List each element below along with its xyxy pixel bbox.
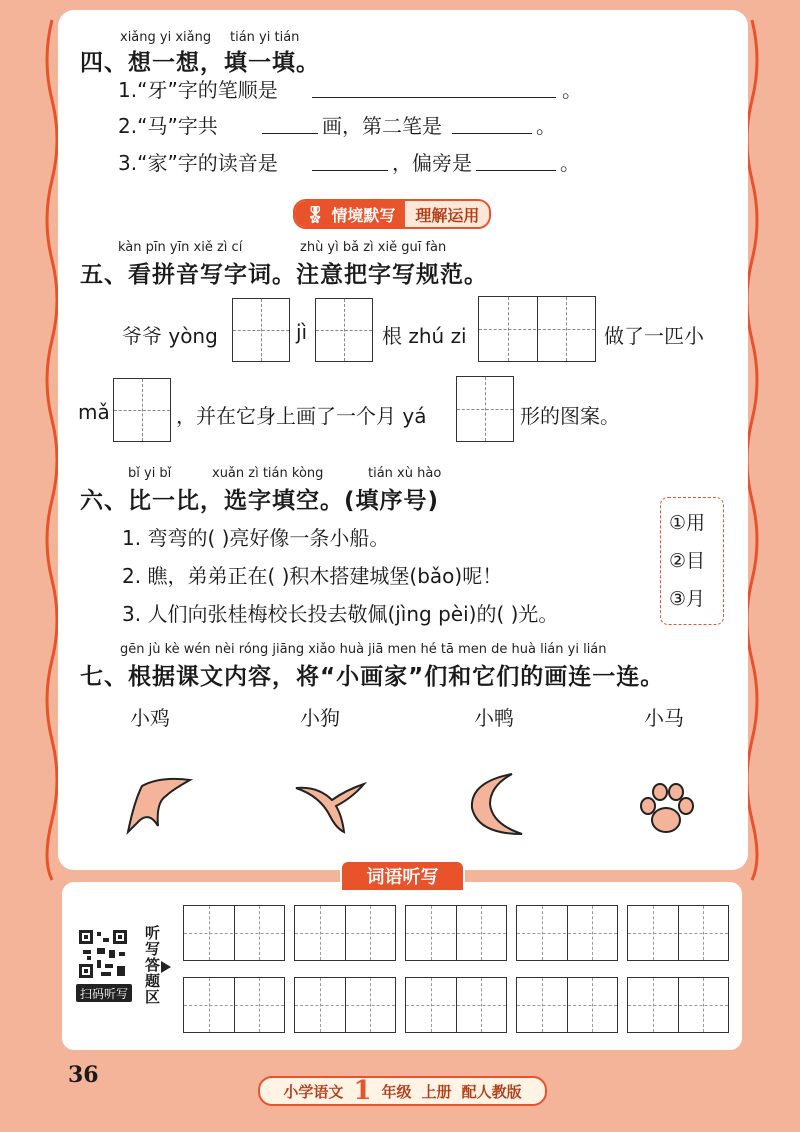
dictation-cell[interactable]: [516, 977, 618, 1033]
footer-grade-number: 1: [353, 1076, 372, 1106]
bamboo-leaf-print-icon[interactable]: [290, 776, 370, 836]
question-text: 形的图案。: [520, 404, 620, 428]
animal-label[interactable]: 小鸭: [474, 706, 514, 730]
dictation-cell[interactable]: [294, 977, 396, 1033]
pinyin-annotation: gēn jù kè wén nèi róng jiāng xiǎo huà jiā men hé tā men de huà lián yi lián: [120, 642, 607, 657]
dictation-cell[interactable]: [627, 977, 729, 1033]
section-4-heading: 四、想一想，填一填。: [80, 50, 320, 76]
option-item: ③月: [669, 588, 706, 610]
answer-blank[interactable]: [262, 132, 318, 134]
option-box: [660, 497, 724, 625]
dictation-cell[interactable]: [405, 977, 507, 1033]
writing-grid[interactable]: [315, 298, 373, 362]
pinyin-annotation: tián xù hào: [368, 466, 442, 481]
pinyin-annotation: kàn pīn yīn xiě zì cí: [118, 240, 243, 255]
question-text: 3. 人们向张桂梅校长投去敬佩(jìng pèi)的( )光。: [122, 602, 559, 626]
animal-label[interactable]: 小狗: [300, 706, 340, 730]
question-text: 。: [562, 78, 582, 102]
dictation-cell[interactable]: [516, 905, 618, 961]
question-text: 画，第二笔是: [322, 114, 442, 138]
plum-blossom-print-icon[interactable]: [636, 780, 696, 840]
writing-grid[interactable]: [113, 378, 171, 442]
question-text: 根 zhú zi: [382, 324, 467, 348]
writing-grid[interactable]: [232, 298, 290, 362]
answer-blank[interactable]: [452, 132, 532, 134]
footer-edition: 配人教版: [461, 1082, 522, 1101]
dictation-cell[interactable]: [183, 977, 285, 1033]
maple-leaf-print-icon[interactable]: [120, 772, 200, 838]
banner-left-label: 情境默写: [331, 205, 396, 225]
question-text: ，偏旁是: [392, 151, 472, 175]
question-text: 爷爷 yòng: [122, 324, 218, 348]
question-text: 3.“家”字的读音是: [118, 151, 278, 175]
footer-volume: 上册: [421, 1082, 452, 1101]
question-text: 2. 瞧，弟弟正在( )积木搭建城堡(bǎo)呢！: [122, 564, 503, 588]
dictation-cell[interactable]: [294, 905, 396, 961]
question-text: mǎ: [78, 400, 110, 424]
option-item: ①用: [669, 512, 706, 534]
answer-blank[interactable]: [312, 169, 388, 171]
section-banner: [293, 199, 491, 229]
question-text: 1. 弯弯的( )亮好像一条小船。: [122, 526, 390, 550]
arrow-right-icon: [160, 960, 172, 974]
medal-icon: 🎖: [305, 204, 326, 224]
answer-blank[interactable]: [476, 169, 556, 171]
question-text: 1.“牙”字的笔顺是: [118, 78, 278, 102]
footer-grade: 年级: [381, 1082, 412, 1101]
question-text: 。: [560, 151, 580, 175]
crescent-moon-print-icon[interactable]: [462, 768, 532, 840]
page-number: 36: [68, 1062, 99, 1088]
question-text: 2.“马”字共: [118, 114, 218, 138]
scan-label: 扫码听写: [76, 984, 132, 1002]
dictation-cell[interactable]: [627, 905, 729, 961]
question-text: jì: [296, 320, 308, 344]
pinyin-annotation: bǐ yi bǐ: [128, 466, 172, 481]
section-5-heading: 五、看拼音写字词。注意把字写规范。: [80, 262, 488, 288]
dictation-title: 词语听写: [340, 860, 465, 892]
section-6-heading: 六、比一比，选字填空。(填序号): [80, 488, 440, 514]
dictation-cell[interactable]: [183, 905, 285, 961]
pinyin-annotation: xuǎn zì tián kòng: [212, 466, 324, 481]
pinyin-annotation: xiǎng yi xiǎng: [120, 30, 212, 45]
option-item: ②目: [669, 550, 706, 572]
banner-right-label: 理解运用: [405, 201, 489, 227]
footer-subject: 小学语文: [283, 1082, 344, 1101]
answer-area-vertical-label: 听写答题区: [145, 924, 161, 1006]
book-footer: [258, 1076, 547, 1106]
writing-grid[interactable]: [456, 376, 514, 442]
dictation-cell[interactable]: [405, 905, 507, 961]
question-text: ，并在它身上画了一个月 yá: [176, 404, 427, 428]
section-7-heading: 七、根据课文内容，将“小画家”们和它们的画连一连。: [80, 664, 665, 690]
qr-code-icon[interactable]: [79, 930, 127, 978]
pinyin-annotation: tián yi tián: [230, 30, 300, 45]
question-text: 做了一匹小: [604, 324, 704, 348]
question-text: 。: [536, 114, 556, 138]
animal-label[interactable]: 小马: [644, 706, 684, 730]
pinyin-annotation: zhù yì bǎ zì xiě guī fàn: [300, 240, 447, 255]
writing-grid-double[interactable]: [478, 296, 596, 362]
animal-label[interactable]: 小鸡: [130, 706, 170, 730]
answer-blank[interactable]: [312, 96, 556, 98]
